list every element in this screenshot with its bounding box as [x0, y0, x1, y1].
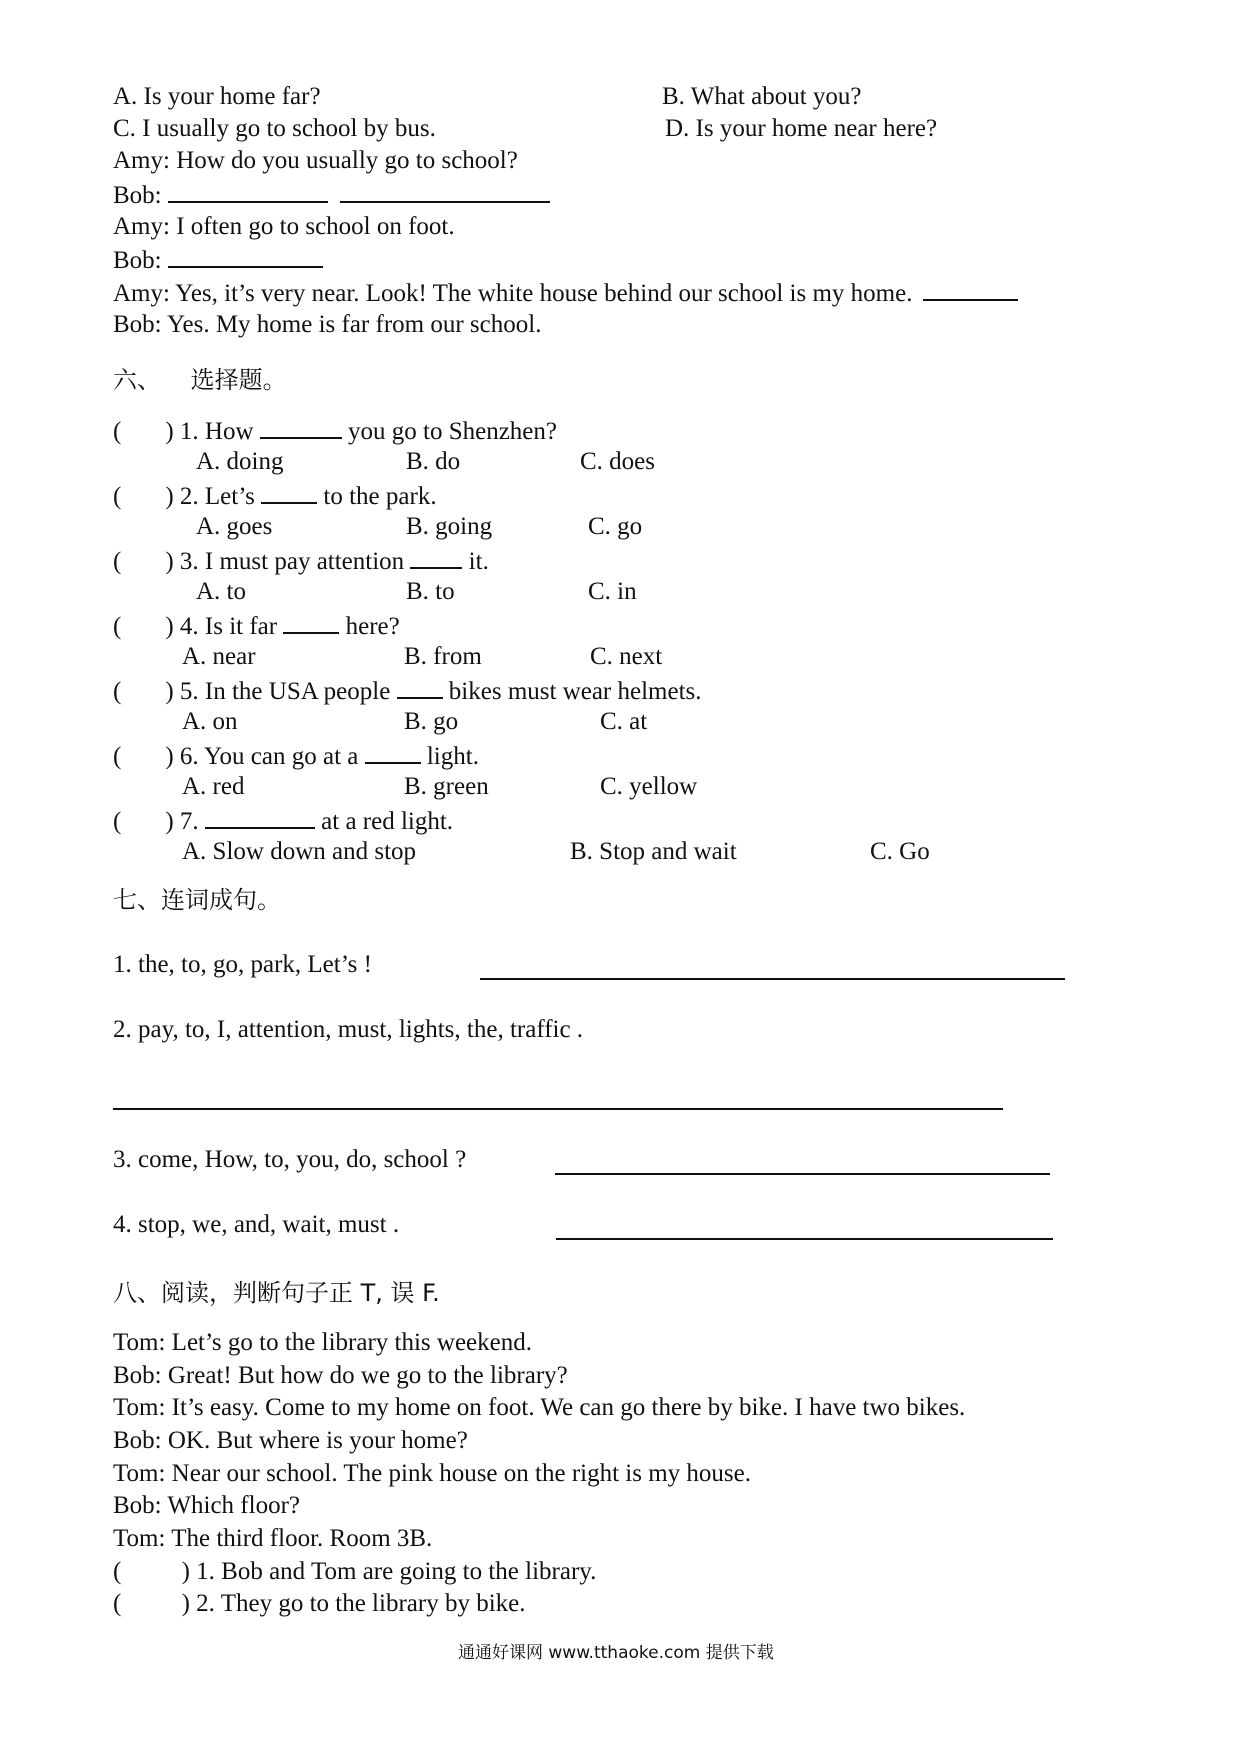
reading-line: Bob: OK. But where is your home? [113, 1427, 468, 1454]
option-b: B. What about you? [662, 83, 862, 110]
choice-a[interactable]: A. near [182, 643, 256, 670]
section-number: 六、 [113, 366, 161, 394]
question-stem-end: to the park. [323, 483, 437, 510]
question-6 [113, 740, 479, 772]
choice-b[interactable]: B. going [406, 513, 493, 540]
answer-blank[interactable] [340, 179, 550, 203]
answer-blank[interactable] [410, 545, 462, 569]
reorder-item-4: 4. stop, we, and, wait, must . [113, 1211, 400, 1238]
question-stem: ) 3. I must pay attention [165, 548, 405, 575]
answer-paren[interactable]: ( [113, 1558, 122, 1585]
dialog-line-2 [113, 179, 550, 211]
choice-c[interactable]: C. go [588, 513, 643, 540]
question-5 [113, 675, 702, 707]
choice-b[interactable]: B. Stop and wait [570, 838, 737, 865]
answer-line[interactable] [113, 1108, 1003, 1110]
question-stem: ) 2. Let’s [165, 483, 255, 510]
answer-paren[interactable]: ( [113, 1590, 122, 1617]
answer-blank[interactable] [260, 415, 342, 439]
question-stem-end: bikes must wear helmets. [448, 678, 702, 705]
reading-line: Tom: Let’s go to the library this weekend. [113, 1329, 532, 1356]
answer-blank[interactable] [261, 480, 317, 504]
reading-line: Tom: Near our school. The pink house on the right is my house. [113, 1460, 751, 1487]
section-8-heading: 八、阅读，判断句子正 T, 误 F. [113, 1279, 440, 1307]
reading-line: Bob: Which floor? [113, 1492, 300, 1519]
question-stem: ) 1. How [165, 418, 254, 445]
choice-a[interactable]: A. on [182, 708, 238, 735]
answer-line[interactable] [555, 1173, 1050, 1175]
question-stem-end: at a red light. [321, 808, 454, 835]
option-c: C. I usually go to school by bus. [113, 115, 436, 142]
question-stem-end: light. [426, 743, 479, 770]
choice-a[interactable]: A. red [182, 773, 245, 800]
judge-item-1 [113, 1557, 596, 1587]
choice-b[interactable]: B. go [404, 708, 459, 735]
question-stem-end: it. [468, 548, 489, 575]
choice-c[interactable]: C. yellow [600, 773, 698, 800]
reading-line: Tom: It’s easy. Come to my home on foot. We can go there by bike. I have two bikes. [113, 1394, 966, 1421]
section-6-heading [113, 365, 287, 395]
choice-c[interactable]: C. Go [870, 838, 930, 865]
answer-paren[interactable]: ( [113, 483, 122, 510]
question-4 [113, 610, 400, 642]
choice-c[interactable]: C. in [588, 578, 637, 605]
question-stem: ) 4. Is it far [165, 613, 278, 640]
choice-b[interactable]: B. to [406, 578, 455, 605]
answer-blank[interactable] [923, 277, 1018, 301]
dialog-speaker: Bob: [113, 182, 162, 209]
choice-c[interactable]: C. does [580, 448, 655, 475]
section-7-heading: 七、连词成句。 [113, 886, 281, 914]
dialog-line-5-text: Amy: Yes, it’s very near. Look! The white house behind our school is my home. [113, 280, 913, 307]
dialog-line-3: Amy: I often go to school on foot. [113, 213, 455, 240]
reading-line: Tom: The third floor. Room 3B. [113, 1525, 433, 1552]
question-2 [113, 480, 437, 512]
question-stem-end: you go to Shenzhen? [348, 418, 557, 445]
answer-paren[interactable]: ( [113, 678, 122, 705]
answer-paren[interactable]: ( [113, 808, 122, 835]
answer-blank[interactable] [205, 805, 315, 829]
answer-blank[interactable] [397, 675, 443, 699]
judge-item-2 [113, 1589, 526, 1619]
answer-line[interactable] [556, 1238, 1053, 1240]
dialog-line-6: Bob: Yes. My home is far from our school. [113, 311, 542, 338]
answer-paren[interactable]: ( [113, 743, 122, 770]
question-stem: ) 6. You can go at a [165, 743, 359, 770]
dialog-line-4 [113, 244, 323, 276]
choice-b[interactable]: B. do [406, 448, 461, 475]
reading-line: Bob: Great! But how do we go to the library? [113, 1362, 568, 1389]
choice-c[interactable]: C. next [590, 643, 663, 670]
answer-blank[interactable] [365, 740, 421, 764]
choice-a[interactable]: A. Slow down and stop [182, 838, 417, 865]
judge-text: ) 2. They go to the library by bike. [181, 1590, 526, 1617]
choice-a[interactable]: A. to [196, 578, 246, 605]
question-3 [113, 545, 489, 577]
dialog-speaker: Bob: [113, 247, 162, 274]
question-stem: ) 5. In the USA people [165, 678, 391, 705]
dialog-line-1: Amy: How do you usually go to school? [113, 147, 518, 174]
reorder-item-1: 1. the, to, go, park, Let’s ! [113, 951, 372, 978]
section-title: 选择题。 [190, 366, 287, 394]
answer-blank[interactable] [283, 610, 339, 634]
dialog-line-5 [113, 277, 1018, 309]
question-stem: ) 7. [165, 808, 199, 835]
question-stem-end: here? [345, 613, 400, 640]
choice-b[interactable]: B. from [404, 643, 482, 670]
reorder-item-2: 2. pay, to, I, attention, must, lights, the, traffic . [113, 1016, 584, 1043]
answer-paren[interactable]: ( [113, 548, 122, 575]
answer-paren[interactable]: ( [113, 613, 122, 640]
choice-b[interactable]: B. green [404, 773, 489, 800]
answer-blank[interactable] [168, 244, 323, 268]
answer-line[interactable] [480, 978, 1065, 980]
option-a: A. Is your home far? [113, 83, 321, 110]
reorder-item-3: 3. come, How, to, you, do, school ? [113, 1146, 467, 1173]
question-1 [113, 415, 557, 447]
answer-blank[interactable] [168, 179, 328, 203]
footer-credit: 通通好课网 www.tthaoke.com 提供下载 [458, 1643, 774, 1663]
judge-text: ) 1. Bob and Tom are going to the library. [181, 1558, 597, 1585]
choice-c[interactable]: C. at [600, 708, 648, 735]
option-d: D. Is your home near here? [665, 115, 938, 142]
choice-a[interactable]: A. goes [196, 513, 273, 540]
choice-a[interactable]: A. doing [196, 448, 284, 475]
answer-paren[interactable]: ( [113, 418, 122, 445]
question-7 [113, 805, 453, 837]
